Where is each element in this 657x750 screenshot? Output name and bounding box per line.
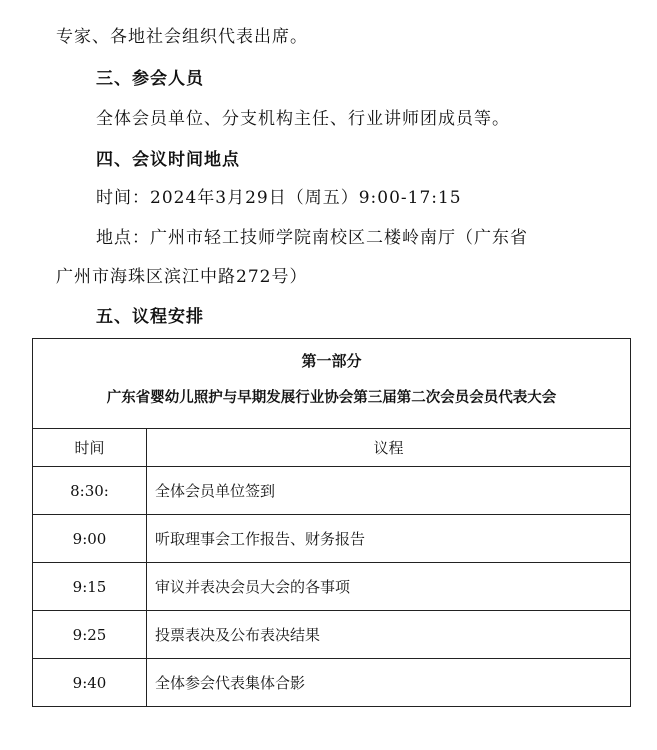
section-heading-attendees: 三、参会人员 [96, 69, 204, 89]
row-time: 9:40 [33, 659, 147, 707]
row-agenda-item: 投票表决及公布表决结果 [147, 611, 631, 659]
meeting-place-text: 地点：广州市轻工技师学院南校区二楼岭南厅（广东省 [96, 228, 528, 248]
column-header-agenda: 议程 [147, 429, 631, 467]
table-row [33, 515, 631, 563]
part-header-cell [33, 339, 631, 429]
row-time: 9:25 [33, 611, 147, 659]
table-row [33, 659, 631, 707]
row-time: 8:30: [33, 467, 147, 515]
row-time: 9:00 [33, 515, 147, 563]
table-header-row [33, 429, 631, 467]
column-header-time: 时间 [33, 429, 147, 467]
table-row [33, 563, 631, 611]
part-title: 第一部分 [301, 352, 362, 370]
section-heading-agenda: 五、议程安排 [96, 307, 204, 327]
section-heading-time-place: 四、会议时间地点 [96, 150, 240, 170]
continuation-line: 专家、各地社会组织代表出席。 [56, 27, 308, 47]
part-subtitle: 广东省婴幼儿照护与早期发展行业协会第三届第二次会员会员代表大会 [106, 390, 557, 406]
row-agenda-item: 审议并表决会员大会的各事项 [147, 563, 631, 611]
attendees-text: 全体会员单位、分支机构主任、行业讲师团成员等。 [96, 109, 510, 129]
row-agenda-item: 全体参会代表集体合影 [147, 659, 631, 707]
row-agenda-item: 全体会员单位签到 [147, 467, 631, 515]
meeting-time-text: 时间：2024年3月29日（周五）9:00-17:15 [96, 188, 462, 208]
row-time: 9:15 [33, 563, 147, 611]
row-agenda-item: 听取理事会工作报告、财务报告 [147, 515, 631, 563]
table-row [33, 467, 631, 515]
table-row [33, 611, 631, 659]
meeting-place-text-cont: 广州市海珠区滨江中路272号） [56, 267, 308, 287]
agenda-table [32, 338, 631, 707]
